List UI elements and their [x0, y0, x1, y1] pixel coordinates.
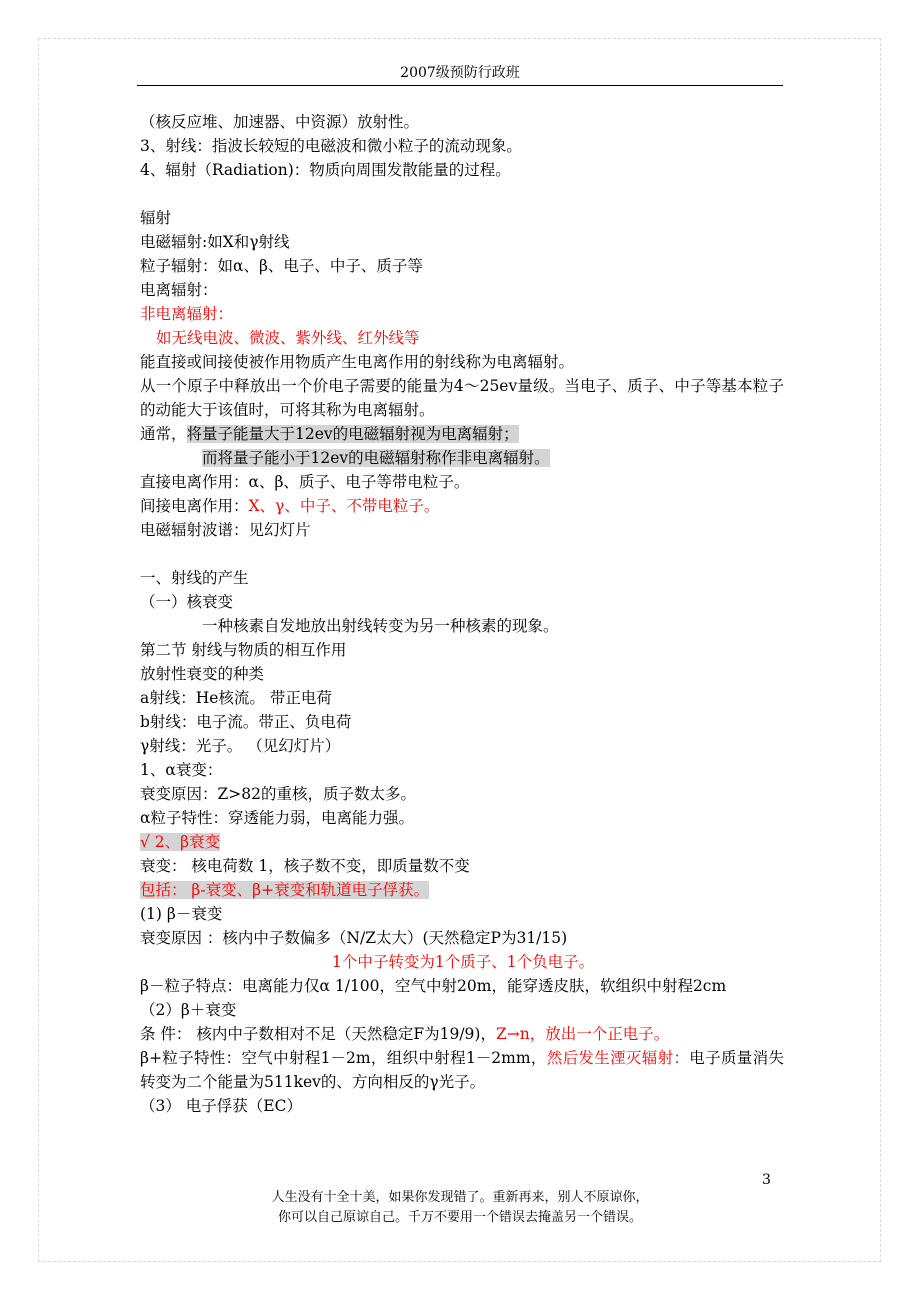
text-line	[140, 422, 784, 446]
section-heading: 一、射线的产生	[140, 569, 249, 587]
text-line-red: 非电离辐射：	[140, 305, 234, 323]
text-line: 4、辐射（Radiation)：物质向周围发散能量的过程。	[140, 161, 511, 179]
red-text: 然后发生湮灭辐射：	[546, 1049, 690, 1067]
text-line: (1) β－衰变	[140, 905, 223, 923]
text-line: （2）β＋衰变	[140, 1001, 237, 1019]
text-line: a射线：He核流。 带正电荷	[140, 689, 332, 707]
text-span: β+粒子特性：空气中射程1－2m，组织中射程1－2mm，	[140, 1049, 547, 1067]
highlighted-text: 而将量子能小于12ev的电磁辐射称作非电离辐射。	[202, 449, 550, 467]
text-line: 电离辐射：	[140, 281, 218, 299]
text-line: 衰变原因 ：核内中子数偏多（N/Z太大）(天然稳定P为31/15)	[140, 929, 568, 947]
text-line-red: 如无线电波、微波、紫外线、红外线等	[156, 329, 420, 347]
text-line: 辐射	[140, 209, 172, 227]
red-text: X、γ、中子、不带电粒子。	[248, 497, 440, 515]
text-line-red: 1个中子转变为1个质子、1个负电子。	[332, 953, 595, 971]
highlighted-red-text: 包括： β-衰变、β+衰变和轨道电子俘获。	[140, 881, 430, 899]
text-line: 放射性衰变的种类	[140, 665, 265, 683]
page-number: 3	[762, 1172, 771, 1188]
page-footer	[137, 1188, 783, 1228]
highlighted-red-text: √ 2、β衰变	[140, 833, 221, 851]
text-span: 电子质量消失转变为二个能量为511kev的、方向相反的γ光子。	[140, 1049, 784, 1091]
text-paragraph	[140, 1046, 784, 1094]
page-header: 2007级预防行政班	[400, 65, 520, 81]
blank-line	[140, 542, 784, 566]
text-line: 3、射线：指波长较短的电磁波和微小粒子的流动现象。	[140, 137, 522, 155]
text-line-red	[140, 878, 784, 902]
text-line: 电磁辐射:如X和γ射线	[140, 233, 290, 251]
highlighted-text: 将量子能量大于12ev的电磁辐射视为电离辐射；	[186, 425, 519, 443]
text-line-red	[140, 830, 784, 854]
text-paragraph: 从一个原子中释放出一个价电子需要的能量为4～25ev量级。当电子、质子、中子等基本粒子的动能大于该值时，可将其称为电离辐射。	[140, 377, 784, 419]
text-line: b射线：电子流。带正、负电荷	[140, 713, 352, 731]
text-span: 间接电离作用：	[140, 497, 249, 515]
text-line: γ射线：光子。 （见幻灯片）	[140, 737, 341, 755]
footer-line: 你可以自己原谅自己。千万不要用一个错误去掩盖另一个错误。	[277, 1210, 642, 1225]
subsection-heading: （一）核衰变	[140, 593, 234, 611]
text-line: 1、α衰变：	[140, 761, 223, 779]
blank-line	[140, 182, 784, 206]
footer-line: 人生没有十全十美，如果你发现错了。重新再来，别人不原谅你，	[271, 1190, 649, 1205]
text-line: （3） 电子俘获（EC）	[140, 1097, 302, 1115]
text-paragraph	[140, 1022, 784, 1046]
text-line: 衰变原因：Z>82的重核，质子数太多。	[140, 785, 416, 803]
text-line: （核反应堆、加速器、中资源）放射性。	[140, 113, 420, 131]
text-line: 一种核素自发地放出射线转变为另一种核素的现象。	[202, 617, 559, 635]
text-line: 电磁辐射波谱：见幻灯片	[140, 521, 311, 539]
text-paragraph: β－粒子特点：电离能力仅α 1/100，空气中射20m，能穿透皮肤，软组织中射程2cm	[140, 977, 727, 995]
text-line	[140, 494, 784, 518]
text-span: 通常，	[140, 425, 187, 443]
red-text: Z→n，放出一个正电子。	[495, 1025, 670, 1043]
text-line: 能直接或间接使被作用物质产生电离作用的射线称为电离辐射。	[140, 353, 575, 371]
header-rule	[137, 85, 783, 86]
text-line: 粒子辐射：如α、β、电子、中子、质子等	[140, 257, 423, 275]
section-heading: 第二节 射线与物质的相互作用	[140, 641, 347, 659]
document-body	[140, 110, 784, 1118]
text-line: 直接电离作用：α、β、质子、电子等带电粒子。	[140, 473, 470, 491]
text-line: α粒子特性：穿透能力弱，电离能力强。	[140, 809, 414, 827]
text-line: 衰变： 核电荷数 1，核子数不变，即质量数不变	[140, 857, 470, 875]
text-span: 条 件： 核内中子数相对不足（天然稳定F为19/9)，	[140, 1025, 496, 1043]
text-line	[140, 446, 784, 470]
